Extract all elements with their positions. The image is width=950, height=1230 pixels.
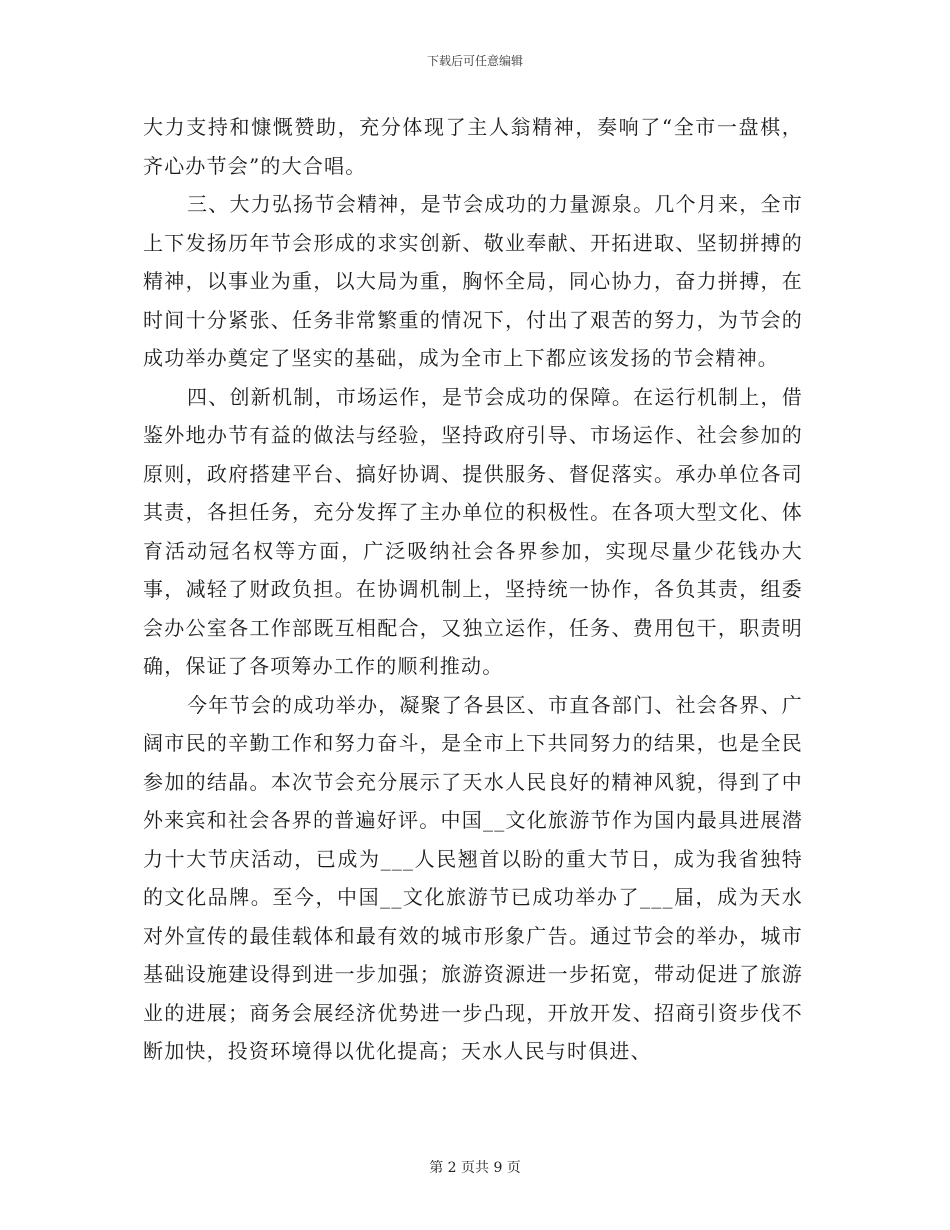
paragraph-continuation: 大力支持和慷慨赞助，充分体现了主人翁精神，奏响了“全市一盘棋，齐心办节会”的大合唱。 [143, 115, 803, 178]
paragraph-section-three: 三、大力弘扬节会精神，是节会成功的力量源泉。几个月来，全市上下发扬历年节会形成的求实创新、敬业奉献、开拓进取、坚韧拼搏的精神，以事业为重，以大局为重，胸怀全局，同心协力，奋力拼搏，在时间十分紧张、任务非常繁重的情况下，付出了艰苦的努力，为节会的成功举办奠定了坚实的基础，成为全市上下都应该发扬的节会精神。 [143, 192, 803, 370]
page-number: 第 2 页共 9 页 [429, 1160, 521, 1176]
document-body [143, 108, 803, 1071]
page-header-note: 下载后可任意编辑 [426, 54, 523, 68]
paragraph-summary: 今年节会的成功举办，凝聚了各县区、市直各部门、社会各界、广阔市民的辛勤工作和努力奋斗，是全市上下共同努力的结果，也是全民参加的结晶。本次节会充分展示了天水人民良好的精神风貌，得到了中外来宾和社会各界的普遍好评。中国__文化旅游节作为国内最具进展潜力十大节庆活动，已成为___人民翘首以盼的重大节日，成为我省独特的文化品牌。至今，中国__文化旅游节已成功举办了___届，成为天水对外宣传的最佳载体和最有效的城市形象广告。通过节会的举办，城市基础设施建设得到进一步加强；旅游资源进一步拓宽，带动促进了旅游业的进展；商务会展经济优势进一步凸现，开放开发、招商引资步伐不断加快，投资环境得以优化提高；天水人民与时俱进、 [143, 692, 803, 1063]
paragraph-section-four: 四、创新机制，市场运作，是节会成功的保障。在运行机制上，借鉴外地办节有益的做法与经验，坚持政府引导、市场运作、社会参加的原则，政府搭建平台、搞好协调、提供服务、督促落实。承办单位各司其责，各担任务，充分发挥了主办单位的积极性。在各项大型文化、体育活动冠名权等方面，广泛吸纳社会各界参加，实现尽量少花钱办大事，减轻了财政负担。在协调机制上，坚持统一协作，各负其责，组委会办公室各工作部既互相配合，又独立运作，任务、费用包干，职责明确，保证了各项筹办工作的顺利推动。 [143, 384, 803, 678]
